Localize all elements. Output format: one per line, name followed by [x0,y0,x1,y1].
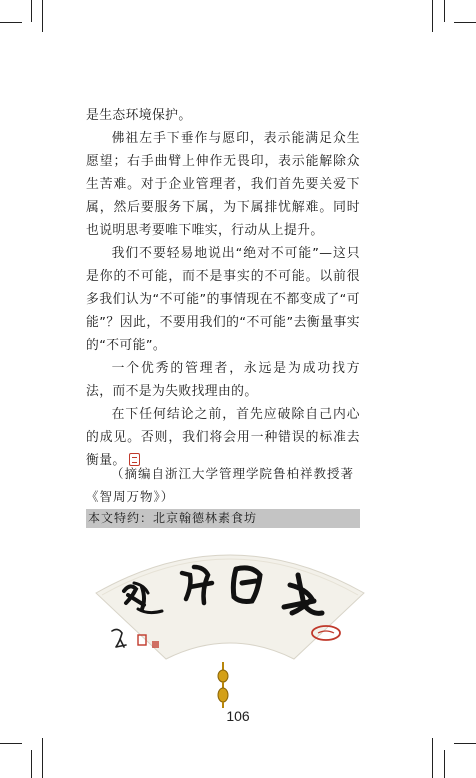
source-attribution [86,462,360,508]
paragraph: 一个优秀的管理者，永远是为成功找方法，而不是为失败找理由的。 [86,361,360,399]
gold-ornament-icon [215,662,231,708]
paragraph-text: 在下任何结论之前，首先应破除自己内心的成见。否则，我们将会用一种错误的标准去衡量。 [86,407,360,468]
page-number: 106 [226,708,250,724]
sponsor-text: 本文特约：北京翰德林素食坊 [88,511,258,525]
source-text: （摘编自浙江大学管理学院鲁柏祥教授著《智周万物》） [86,466,355,504]
paragraph: 我们不要轻易地说出“绝对不可能”—这只是你的不可能，而不是事实的不可能。以前很多我们认为“不可能”的事情现在不都变成了“可能”？因此，不要用我们的“不可能”去衡量事实的“不可能”。 [86,246,360,353]
paragraph: 是生态环境保护。 [86,108,192,123]
calligraphy-fan-image [94,535,366,663]
sponsor-bar [86,509,360,528]
paragraph: 佛祖左手下垂作与愿印，表示能满足众生愿望；右手曲臂上伸作无畏印，表示能解除众生苦难。对于企业管理者，我们首先要关爱下属，然后要服务下属，为下属排忧解难。同时也说明思考要唯下唯实，行动从上提升。 [86,131,360,238]
article-body [86,104,360,472]
